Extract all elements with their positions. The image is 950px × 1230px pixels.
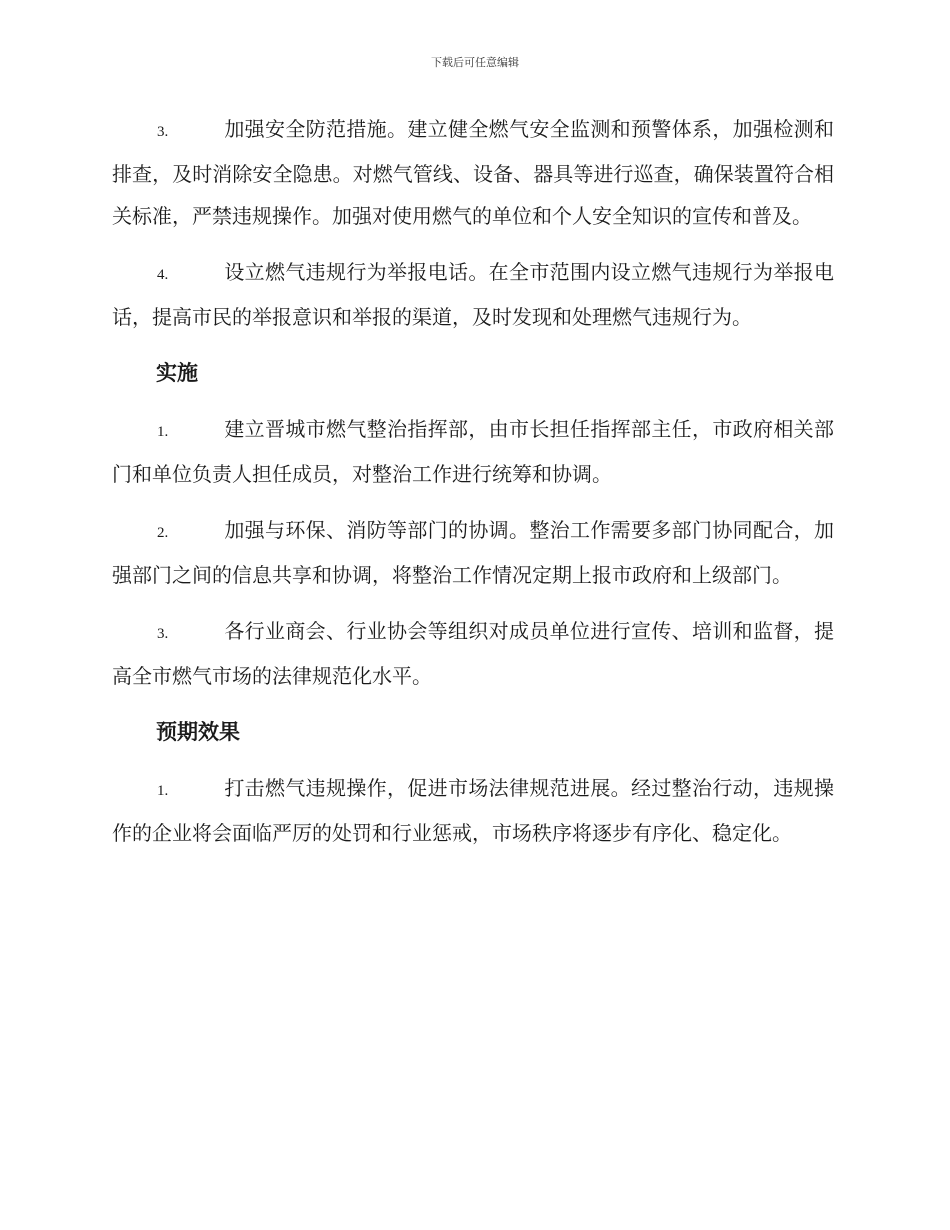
item-text: 建立晋城市燃气整治指挥部，由市长担任指挥部主任，市政府相关部门和单位负责人担任成员，对整治工作进行统筹和协调。 <box>112 417 834 486</box>
section-heading-expected-effects: 预期效果 <box>156 720 240 744</box>
item-text: 加强安全防范措施。建立健全燃气安全监测和预警体系，加强检测和排查，及时消除安全隐患。对燃气管线、设备、器具等进行巡查，确保装置符合相关标准，严禁违规操作。加强对使用燃气的单位和个人安全知识的宣传和普及。 <box>112 117 834 228</box>
item-text: 设立燃气违规行为举报电话。在全市范围内设立燃气违规行为举报电话，提高市民的举报意识和举报的渠道，及时发现和处理燃气违规行为。 <box>112 260 834 329</box>
measure-item-4 <box>112 251 834 338</box>
measure-item-3 <box>112 108 834 237</box>
page-header-note: 下载后可任意编辑 <box>431 56 519 69</box>
item-number: 4. <box>157 267 169 283</box>
implementation-item-1 <box>112 408 834 495</box>
item-text: 加强与环保、消防等部门的协调。整治工作需要多部门协同配合，加强部门之间的信息共享和协调，将整治工作情况定期上报市政府和上级部门。 <box>112 518 834 587</box>
item-number: 1. <box>157 424 169 440</box>
item-number: 3. <box>157 626 169 642</box>
implementation-item-2 <box>112 509 834 596</box>
item-number: 3. <box>157 124 169 140</box>
implementation-item-3 <box>112 610 834 697</box>
item-text: 各行业商会、行业协会等组织对成员单位进行宣传、培训和监督，提高全市燃气市场的法律规范化水平。 <box>112 619 834 688</box>
item-text: 打击燃气违规操作，促进市场法律规范进展。经过整治行动，违规操作的企业将会面临严厉的处罚和行业惩戒，市场秩序将逐步有序化、稳定化。 <box>112 776 834 845</box>
expected-item-1 <box>112 767 834 854</box>
section-heading-implementation: 实施 <box>156 361 198 385</box>
item-number: 2. <box>157 525 169 541</box>
document-body <box>112 108 834 868</box>
item-number: 1. <box>157 783 169 799</box>
